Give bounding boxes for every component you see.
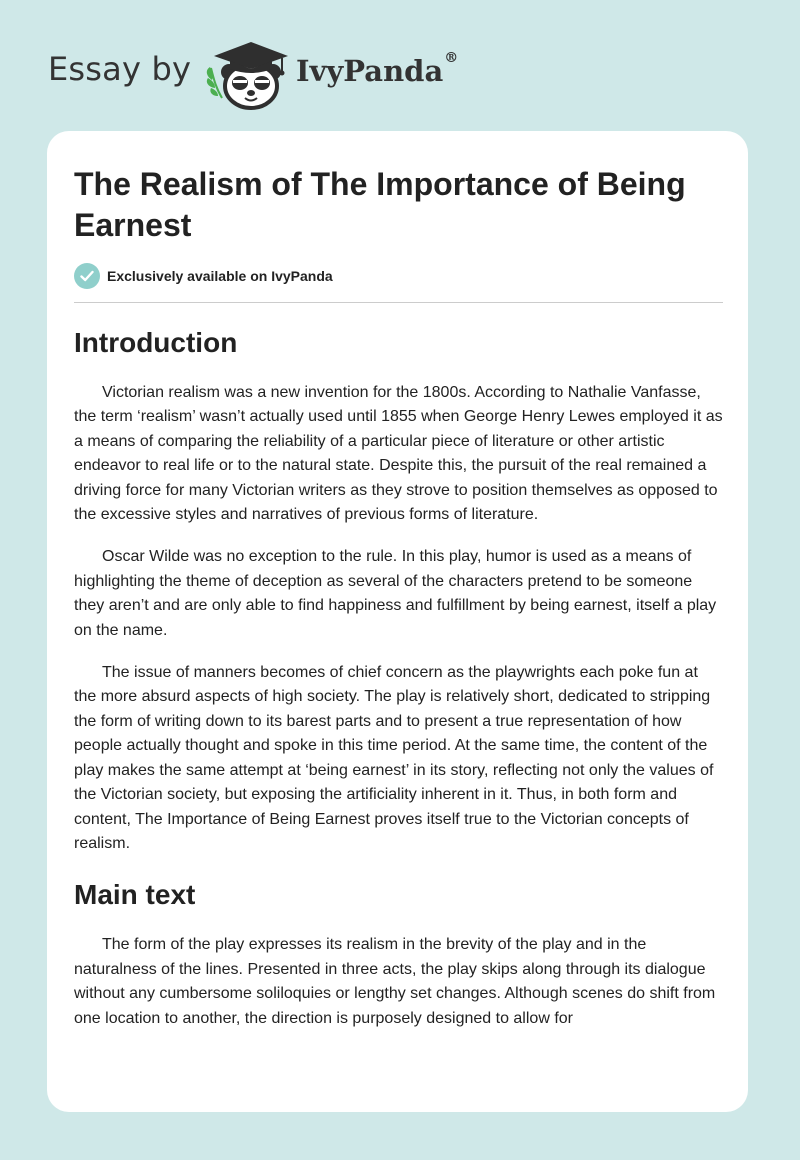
essay-content [74,164,723,1031]
brand-name: IvyPanda [296,54,444,88]
ivypanda-logo-text[interactable] [296,50,459,88]
essay-title: The Realism of The Importance of Being Earnest [74,166,686,243]
section-heading-introduction: Introduction [74,327,238,358]
trademark-symbol: ® [444,50,459,66]
paragraph: The issue of manners becomes of chief concern as the playwrights each poke fun at the more absurd aspects of high society. The play is relatively short, dedicated to stripping the form of writing down to its barest parts and to present a true representation of how people actually thought and spoke in this time period. At the same time, the content of the play makes the same attempt at ‘being earnest’ in its story, reflecting not only the values of the Victorian society, but exposing the artificiality inherent in it. Thus, in both form and content, The Importance of Being Earnest proves itself true to the Victorian concepts of realism. [74,664,714,852]
essay-card [47,131,748,1112]
exclusive-notice [74,263,723,289]
essay-by-label: Essay by [48,50,192,88]
check-icon [74,263,100,289]
divider [74,302,723,303]
site-header [0,0,800,130]
exclusive-label: Exclusively available on IvyPanda [107,268,333,284]
panda-graduate-icon[interactable] [202,36,294,110]
paragraph: Oscar Wilde was no exception to the rule. In this play, humor is used as a means of highlighting the theme of deception as several of the characters pretend to be someone they aren’t and are only able to find happiness and fulfillment by being earnest, itself a play on the name. [74,548,717,639]
paragraph: Victorian realism was a new invention for the 1800s. According to Nathalie Vanfasse, the term ‘realism’ wasn’t actually used until 1855 when George Henry Lewes employed it as a means of comparing the reliability of a particular piece of literature or other artistic endeavor to real life or to the natural state. Despite this, the pursuit of the real remained a driving force for many Victorian writers as they strove to position themselves as opposed to the excessive styles and narratives of previous forms of literature. [74,384,723,524]
paragraph: The form of the play expresses its realism in the brevity of the play and in the naturalness of the lines. Presented in three acts, the play skips along through its dialogue without any cumbersome soliloquies or lengthy set changes. Although scenes do shift from one location to another, the direction is purposely designed to allow for [74,936,716,1027]
section-heading-main-text: Main text [74,879,196,911]
